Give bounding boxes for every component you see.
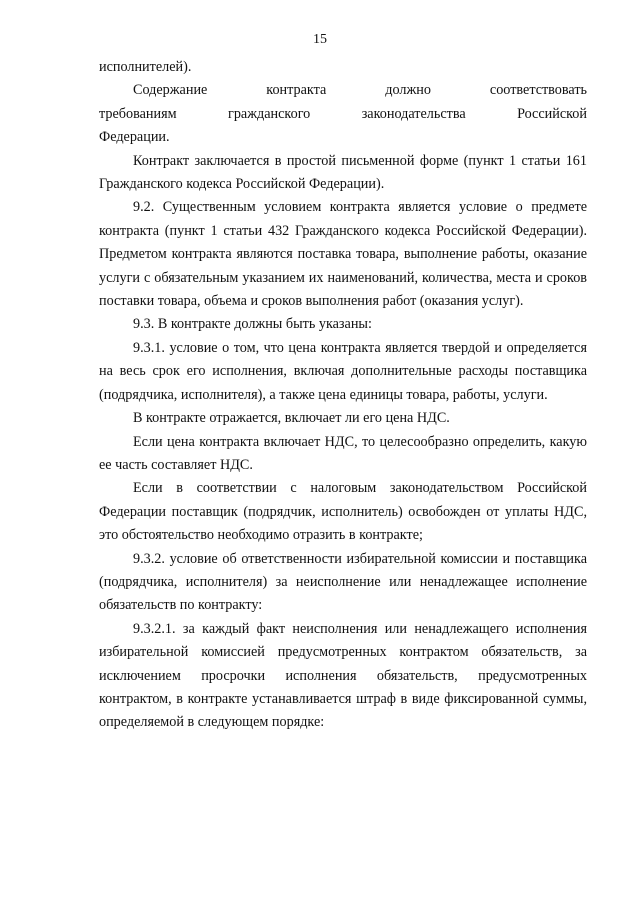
paragraph-9-3-2: 9.3.2. условие об ответственности избирательной комиссии и поставщика (подрядчика, исполнителя) за неисполнение или ненадлежащее исполнение обязательств по контракту: [99,550,587,614]
paragraph-vat-part: Если цена контракта включает НДС, то целесообразно определить, какую ее часть составляет НДС. [99,433,587,473]
document-body [99,56,587,735]
paragraph-vat-exemption: Если в соответствии с налоговым законодательством Российской Федерации поставщик (подрядчик, исполнитель) освобожден от уплаты НДС, это обстоятельство необходимо отразить в контракте; [99,480,587,544]
paragraph-9-3: 9.3. В контракте должны быть указаны: [133,316,372,333]
paragraph-9-3-2-1: 9.3.2.1. за каждый факт неисполнения или ненадлежащего исполнения избирательной комиссией предусмотренных контрактом обязательств, за исключением просрочки исполнения обязательств, предусмотренных контрактом, в контракте устанавливается штраф в виде фиксированной суммы, определяемой в следующем порядке: [99,620,587,731]
paragraph-9-2: 9.2. Существенным условием контракта является условие о предмете контракта (пункт 1 статьи 432 Гражданского кодекса Российской Федерации). Предметом контракта являются поставка товара, выполнение работы, оказание услуги с обязательным указанием их наименований, количества, места и сроков поставки товара, объема и сроков выполнения работ (оказания услуг). [99,199,587,310]
paragraph-9-3-1: 9.3.1. условие о том, что цена контракта является твердой и определяется на весь срок его исполнения, включая дополнительные расходы поставщика (подрядчика, исполнителя), а также цена единицы товара, работы, услуги. [99,339,587,403]
paragraph-vat-reflection: В контракте отражается, включает ли его цена НДС. [133,410,450,427]
paragraph-contract-content: Содержание контракта должно соответствовать требованиям гражданского законодательства Российской Федерации. [99,82,587,146]
page-number: 15 [313,32,327,47]
paragraph-continuation: исполнителей). [99,59,192,75]
paragraph-contract-form: Контракт заключается в простой письменной форме (пункт 1 статьи 161 Гражданского кодекса Российской Федерации). [99,152,587,193]
